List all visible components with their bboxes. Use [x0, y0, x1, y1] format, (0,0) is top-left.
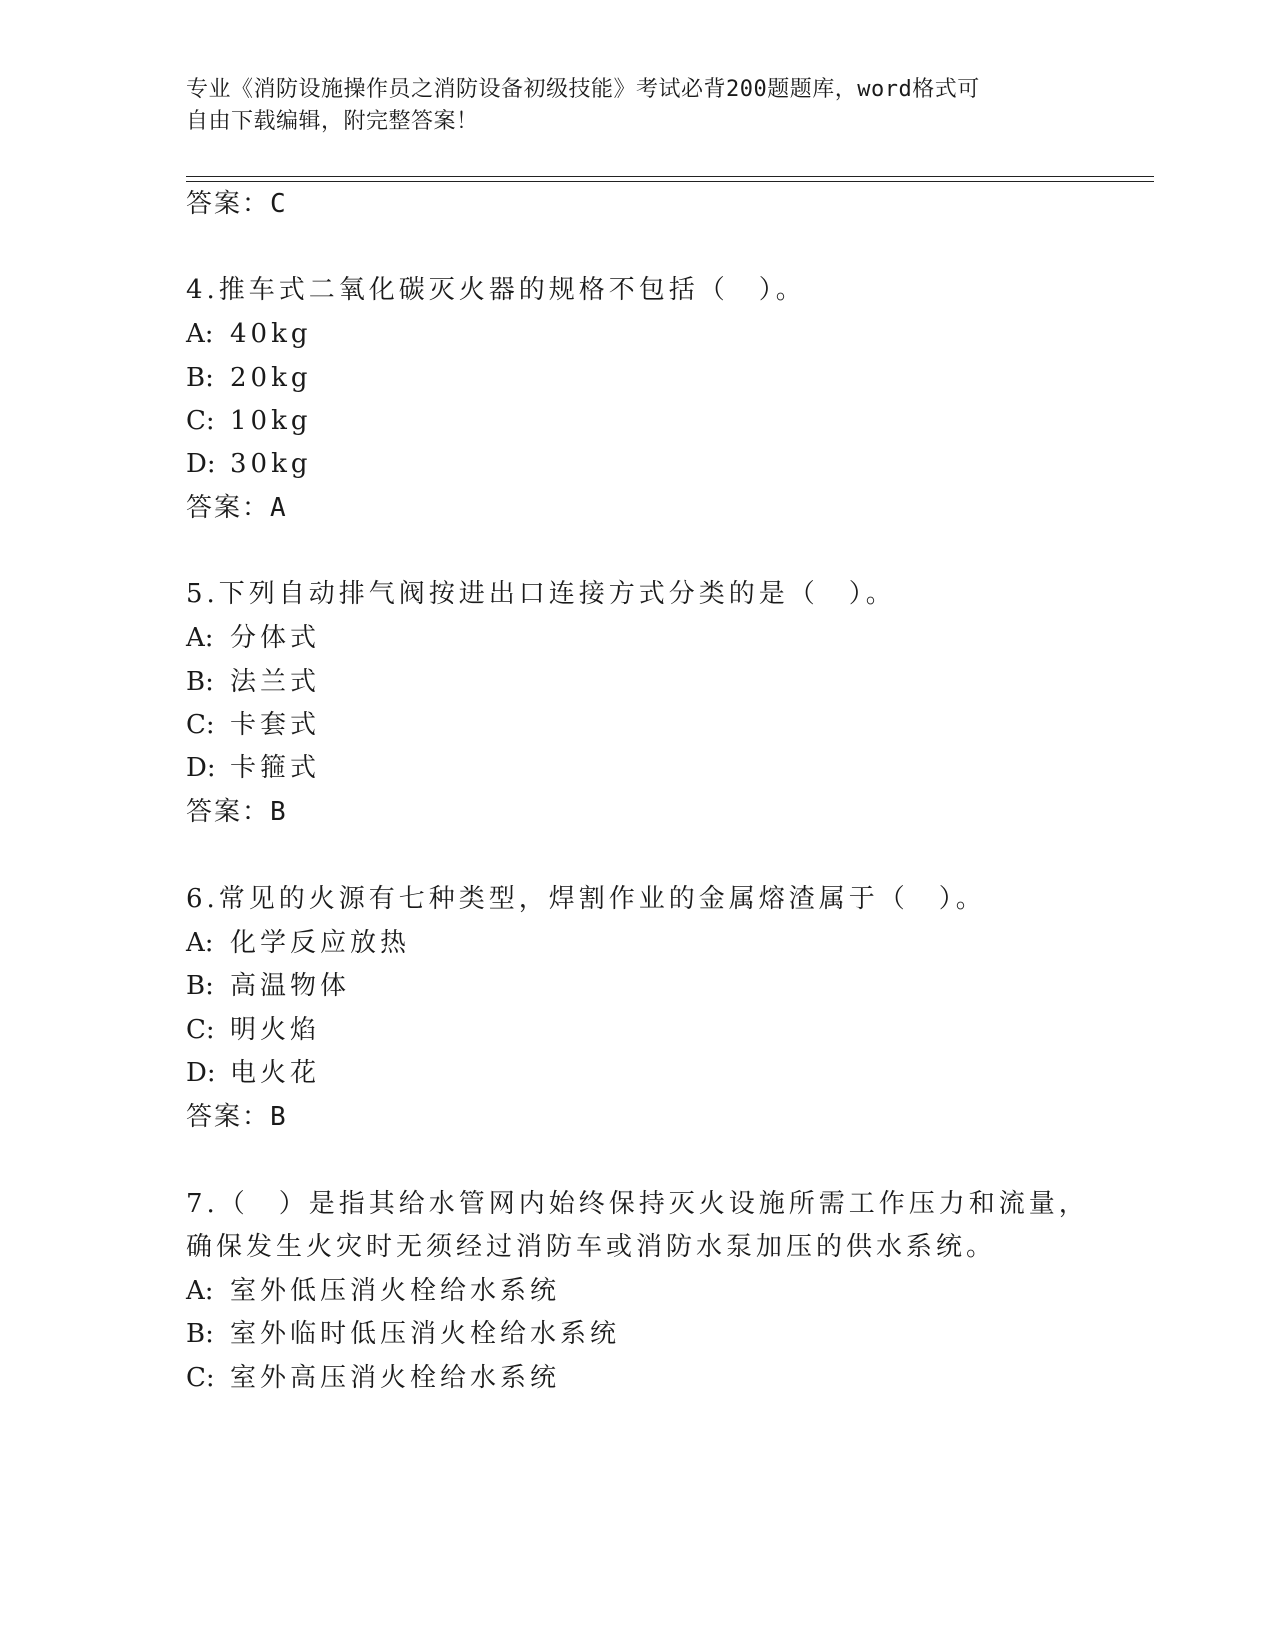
answer-line: [186, 1101, 288, 1133]
answer-line: [186, 796, 288, 828]
question-stem: 5.下列自动排气阀按进出口连接方式分类的是（ ）。: [186, 579, 896, 609]
answer-value: B: [270, 1102, 288, 1132]
option-c: [186, 1362, 560, 1394]
option-text: 40kg: [230, 319, 312, 349]
option-d: [186, 448, 311, 480]
option-text: 10kg: [230, 406, 312, 436]
option-key: B:: [186, 1319, 214, 1349]
question-stem: 7.（ ）是指其给水管网内始终保持灭火设施所需工作压力和流量，: [186, 1189, 1089, 1219]
option-key: B:: [186, 667, 214, 697]
option-b: [186, 970, 350, 1002]
option-a: [186, 927, 410, 959]
header-line-1: 专业《消防设施操作员之消防设备初级技能》考试必背200题题库，word格式可: [186, 77, 980, 102]
answer-value: B: [270, 797, 288, 827]
option-key: D:: [186, 753, 216, 783]
option-text: 室外低压消火栓给水系统: [230, 1276, 561, 1306]
option-key: C:: [186, 710, 215, 740]
option-c: [186, 405, 311, 437]
option-key: A:: [186, 319, 214, 349]
option-key: B:: [186, 363, 214, 393]
option-a: [186, 318, 311, 350]
header-divider-bottom: [186, 181, 1154, 182]
answer-label: 答案：: [186, 189, 271, 219]
option-text: 明火焰: [230, 1015, 321, 1045]
answer-value: C: [270, 189, 288, 219]
option-key: D:: [186, 449, 216, 479]
option-d: [186, 752, 320, 784]
option-key: A:: [186, 928, 214, 958]
answer-label: 答案：: [186, 797, 271, 827]
option-b: [186, 666, 320, 698]
question-stem: 6.常见的火源有七种类型，焊割作业的金属熔渣属于（ ）。: [186, 884, 986, 914]
option-b: [186, 1318, 620, 1350]
question-stem: 4.推车式二氧化碳灭火器的规格不包括（ ）。: [186, 275, 806, 305]
document-header: [186, 74, 1086, 138]
option-key: C:: [186, 1363, 215, 1393]
option-text: 卡箍式: [230, 753, 321, 783]
answer-line: [186, 188, 288, 220]
question-stem-continued: 确保发生火灾时无须经过消防车或消防水泵加压的供水系统。: [186, 1232, 997, 1262]
option-key: A:: [186, 623, 214, 653]
option-c: [186, 709, 320, 741]
option-key: D:: [186, 1058, 216, 1088]
option-b: [186, 362, 311, 394]
option-text: 室外临时低压消火栓给水系统: [230, 1319, 621, 1349]
option-text: 高温物体: [230, 971, 351, 1001]
option-text: 法兰式: [230, 667, 321, 697]
answer-line: [186, 492, 288, 524]
option-text: 化学反应放热: [230, 928, 411, 958]
answer-label: 答案：: [186, 493, 271, 523]
option-key: B:: [186, 971, 214, 1001]
option-text: 室外高压消火栓给水系统: [230, 1363, 561, 1393]
option-a: [186, 1275, 560, 1307]
option-text: 卡套式: [230, 710, 321, 740]
option-a: [186, 622, 320, 654]
header-divider-top: [186, 176, 1154, 177]
header-line-2: 自由下载编辑，附完整答案！: [186, 109, 479, 134]
option-text: 20kg: [230, 363, 312, 393]
answer-label: 答案：: [186, 1102, 271, 1132]
option-text: 分体式: [230, 623, 321, 653]
answer-value: A: [270, 493, 288, 523]
option-key: C:: [186, 1015, 215, 1045]
option-key: A:: [186, 1276, 214, 1306]
option-key: C:: [186, 406, 215, 436]
option-text: 电火花: [230, 1058, 321, 1088]
option-text: 30kg: [230, 449, 312, 479]
option-c: [186, 1014, 320, 1046]
option-d: [186, 1057, 320, 1089]
